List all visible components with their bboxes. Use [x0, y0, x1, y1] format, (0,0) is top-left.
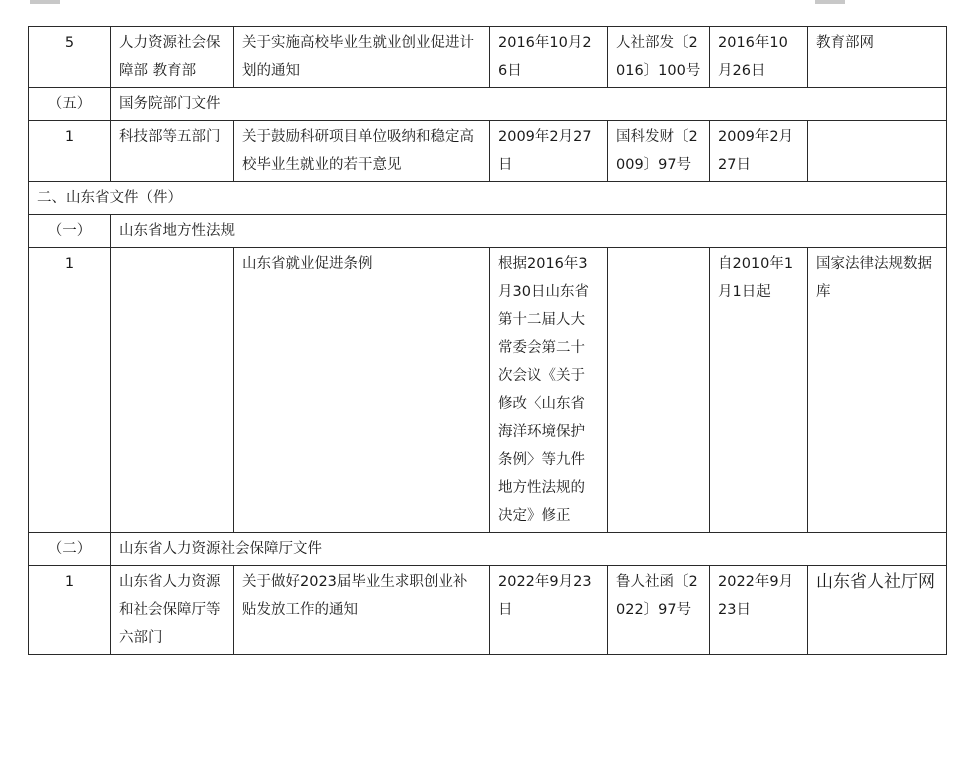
- row-number: 1: [29, 121, 111, 182]
- table-row: [29, 248, 947, 533]
- source: [808, 121, 947, 182]
- section-title: 山东省地方性法规: [111, 215, 947, 248]
- effective-date: 自2010年1月1日起: [710, 248, 808, 533]
- row-number: 1: [29, 566, 111, 655]
- document-title: 关于鼓励科研项目单位吸纳和稳定高校毕业生就业的若干意见: [234, 121, 490, 182]
- source: 山东省人社厅网: [808, 566, 947, 655]
- section-title: 二、山东省文件（件）: [29, 182, 947, 215]
- section-row: [29, 182, 947, 215]
- issuing-agency: [111, 248, 234, 533]
- source: 教育部网: [808, 27, 947, 88]
- document-number: 鲁人社函〔2022〕97号: [608, 566, 710, 655]
- issue-date: 2016年10月26日: [490, 27, 608, 88]
- table-row: [29, 566, 947, 655]
- issue-date: 2009年2月27日: [490, 121, 608, 182]
- effective-date: 2009年2月27日: [710, 121, 808, 182]
- source: 国家法律法规数据库: [808, 248, 947, 533]
- document-number: 人社部发〔2016〕100号: [608, 27, 710, 88]
- row-number: 1: [29, 248, 111, 533]
- document-number: [608, 248, 710, 533]
- section-row: [29, 533, 947, 566]
- section-title: 山东省人力资源社会保障厅文件: [111, 533, 947, 566]
- effective-date: 2016年10月26日: [710, 27, 808, 88]
- document-number: 国科发财〔2009〕97号: [608, 121, 710, 182]
- issuing-agency: 科技部等五部门: [111, 121, 234, 182]
- table-row: [29, 121, 947, 182]
- top-edge-mark-left: [30, 0, 60, 4]
- policy-document-table: [28, 26, 947, 655]
- section-title: 国务院部门文件: [111, 88, 947, 121]
- row-number: 5: [29, 27, 111, 88]
- effective-date: 2022年9月23日: [710, 566, 808, 655]
- document-title: 关于实施高校毕业生就业创业促进计划的通知: [234, 27, 490, 88]
- issuing-agency: 山东省人力资源和社会保障厅等六部门: [111, 566, 234, 655]
- document-title: 山东省就业促进条例: [234, 248, 490, 533]
- section-row: [29, 215, 947, 248]
- section-label: （一）: [29, 215, 111, 248]
- issue-date: 2022年9月23日: [490, 566, 608, 655]
- issue-date: 根据2016年3月30日山东省第十二届人大常委会第二十次会议《关于修改〈山东省海洋环境保护条例〉等九件地方性法规的决定》修正: [490, 248, 608, 533]
- top-edge-mark-right: [815, 0, 845, 4]
- section-label: （二）: [29, 533, 111, 566]
- document-title: 关于做好2023届毕业生求职创业补贴发放工作的通知: [234, 566, 490, 655]
- table-row: [29, 27, 947, 88]
- section-label: （五）: [29, 88, 111, 121]
- section-row: [29, 88, 947, 121]
- issuing-agency: 人力资源社会保障部 教育部: [111, 27, 234, 88]
